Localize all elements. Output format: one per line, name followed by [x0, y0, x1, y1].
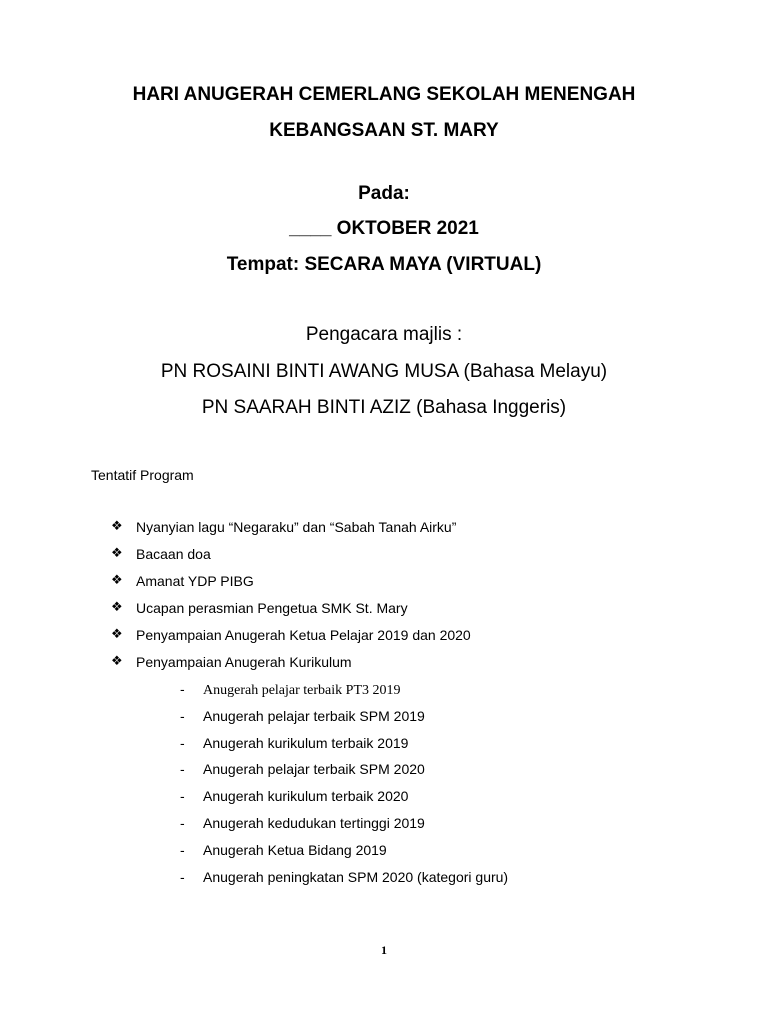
award-item-text: Anugerah kedudukan tertinggi 2019 — [203, 814, 425, 831]
program-item — [110, 653, 471, 680]
emcee-label: Pengacara majlis : — [305, 324, 463, 345]
award-item — [178, 734, 508, 761]
award-item-text: Anugerah Ketua Bidang 2019 — [203, 841, 387, 858]
page-number: 1 — [381, 943, 387, 957]
program-item — [110, 599, 471, 626]
dash-bullet: - — [180, 868, 185, 885]
dash-bullet: - — [180, 788, 185, 805]
diamond-bullet-icon: ❖ — [111, 573, 123, 588]
diamond-bullet-icon: ❖ — [111, 519, 123, 534]
program-item-text: Ucapan perasmian Pengetua SMK St. Mary — [136, 600, 408, 616]
award-item-text: Anugerah kurikulum terbaik 2019 — [203, 734, 409, 751]
event-date: ____ OKTOBER 2021 — [289, 218, 479, 239]
diamond-bullet-icon: ❖ — [111, 627, 123, 642]
award-item-text: Anugerah pelajar terbaik SPM 2020 — [203, 761, 425, 778]
dash-bullet: - — [180, 814, 185, 831]
award-item — [178, 680, 508, 707]
award-sublist — [178, 680, 508, 894]
award-item — [178, 814, 508, 841]
title-line-2: KEBANGSAAN ST. MARY — [269, 120, 499, 141]
award-item-text: Anugerah kurikulum terbaik 2020 — [203, 788, 409, 805]
diamond-bullet-icon: ❖ — [111, 546, 123, 561]
title-line-1: HARI ANUGERAH CEMERLANG SEKOLAH MENENGAH — [132, 84, 636, 105]
award-item — [178, 760, 508, 787]
dash-bullet: - — [180, 681, 185, 697]
program-item — [110, 626, 471, 653]
dash-bullet: - — [180, 761, 185, 778]
award-item-text: Anugerah peningkatan SPM 2020 (kategori guru) — [203, 868, 509, 885]
diamond-bullet-icon: ❖ — [111, 654, 123, 669]
emcee-1: PN ROSAINI BINTI AWANG MUSA (Bahasa Melayu) — [160, 361, 608, 382]
event-venue: Tempat: SECARA MAYA (VIRTUAL) — [226, 254, 542, 275]
dash-bullet: - — [180, 734, 185, 751]
program-item-text: Penyampaian Anugerah Ketua Pelajar 2019 dan 2020 — [136, 627, 471, 643]
program-item — [110, 518, 471, 545]
emcee-2: PN SAARAH BINTI AZIZ (Bahasa Inggeris) — [201, 397, 567, 418]
award-item — [178, 868, 508, 895]
award-item — [178, 787, 508, 814]
program-item-text: Nyanyian lagu “Negaraku” dan “Sabah Tanah Airku” — [136, 519, 457, 535]
pada-label: Pada: — [358, 183, 410, 204]
program-item-text: Penyampaian Anugerah Kurikulum — [136, 654, 352, 670]
program-item — [110, 572, 471, 599]
dash-bullet: - — [180, 707, 185, 724]
program-item-text: Bacaan doa — [136, 546, 211, 562]
award-item — [178, 707, 508, 734]
diamond-bullet-icon: ❖ — [111, 600, 123, 615]
program-heading: Tentatif Program — [91, 467, 194, 483]
program-item-text: Amanat YDP PIBG — [136, 573, 254, 589]
award-item-text: Anugerah pelajar terbaik PT3 2019 — [203, 683, 401, 698]
award-item-text: Anugerah pelajar terbaik SPM 2019 — [203, 707, 425, 724]
program-item — [110, 545, 471, 572]
dash-bullet: - — [180, 841, 185, 858]
award-item — [178, 841, 508, 868]
program-list — [110, 518, 471, 680]
